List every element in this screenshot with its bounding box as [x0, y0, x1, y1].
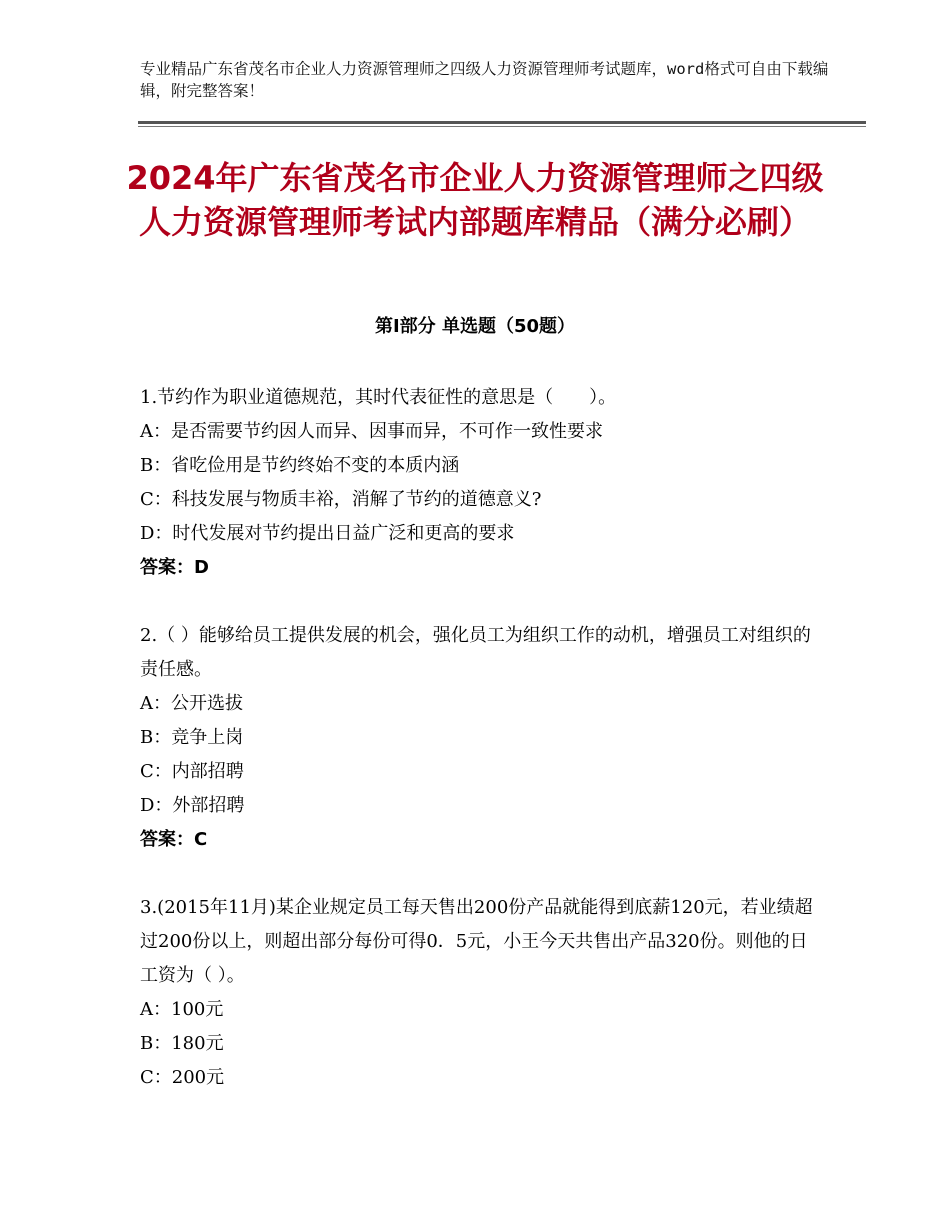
option-a: A：公开选拔: [140, 693, 243, 714]
question-list: [140, 381, 820, 1129]
option-c: C：科技发展与物质丰裕，消解了节约的道德意义?: [140, 489, 542, 510]
question-stem: 1.节约作为职业道德规范，其时代表征性的意思是（ ）。: [140, 387, 617, 408]
option-b: B：省吃俭用是节约终始不变的本质内涵: [140, 455, 460, 476]
section-title: 第Ⅰ部分 单选题（50题）: [374, 316, 575, 337]
question-stem: 3.(2015年11月)某企业规定员工每天售出200份产品就能得到底薪120元，若业绩超过200份以上，则超出部分每份可得0．5元，小王今天共售出产品320份。则他的日工资为（ ）。: [140, 897, 813, 986]
option-d: D：时代发展对节约提出日益广泛和更高的要求: [140, 523, 515, 544]
option-c: C：内部招聘: [140, 761, 244, 782]
header-divider-thin: [138, 126, 866, 127]
option-a: A：100元: [140, 999, 224, 1020]
answer: 答案：C: [140, 829, 208, 850]
option-b: B：竞争上岗: [140, 727, 244, 748]
answer: 答案：D: [140, 557, 209, 578]
document-title: 2024年广东省茂名市企业人力资源管理师之四级人力资源管理师考试内部题库精品（满分必刷）: [126, 159, 824, 241]
option-c: C：200元: [140, 1067, 225, 1088]
question-1: [140, 381, 820, 585]
option-b: B：180元: [140, 1033, 224, 1054]
question-stem: 2.（ ）能够给员工提供发展的机会，强化员工为组织工作的动机，增强员工对组织的责任感。: [140, 625, 811, 680]
option-a: A：是否需要节约因人而异、因事而异，不可作一致性要求: [140, 421, 603, 442]
header-divider: [138, 121, 866, 124]
question-3: [140, 891, 820, 1095]
question-2: [140, 619, 820, 857]
option-d: D：外部招聘: [140, 795, 245, 816]
header-note: 专业精品广东省茂名市企业人力资源管理师之四级人力资源管理师考试题库，word格式可自由下载编辑，附完整答案！: [140, 60, 829, 100]
